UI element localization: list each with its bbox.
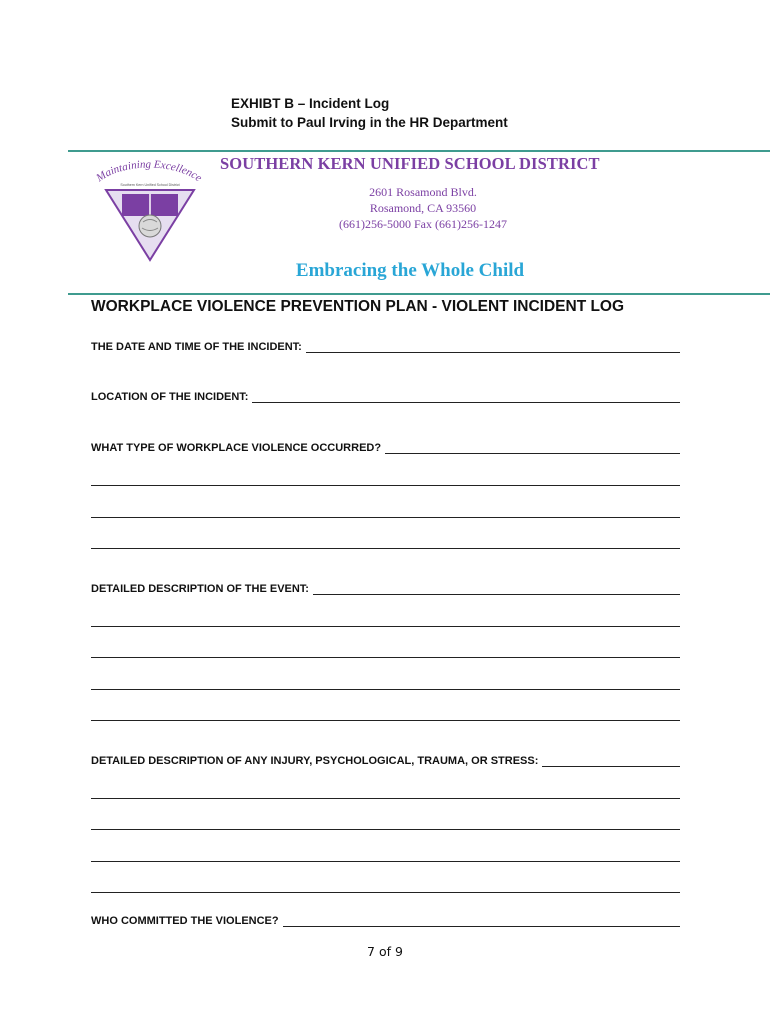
district-name: SOUTHERN KERN UNIFIED SCHOOL DISTRICT [220,154,600,173]
event-description-line-3[interactable] [91,657,680,658]
date-time-field[interactable] [91,341,680,353]
violence-type-line-2[interactable] [91,485,680,486]
violence-type-line[interactable] [385,442,680,454]
injury-description-line-4[interactable] [91,861,680,862]
location-line[interactable] [252,391,680,403]
injury-description-line-2[interactable] [91,798,680,799]
event-description-field[interactable] [91,583,680,595]
injury-description-field[interactable] [91,755,680,767]
location-field[interactable] [91,391,680,403]
event-description-line[interactable] [313,583,680,595]
form-title: WORKPLACE VIOLENCE PREVENTION PLAN - VIOLENT INCIDENT LOG [91,298,625,315]
violence-type-field[interactable] [91,442,680,454]
address-city: Rosamond, CA 93560 [369,201,477,215]
header-rule-bottom [68,293,770,295]
location-label: LOCATION OF THE INCIDENT: [91,391,249,403]
event-description-line-4[interactable] [91,689,680,690]
logo-inner-text: Southern Kern Unified School District [120,183,180,187]
logo-arc-text: Maintaining Excellence [94,158,205,185]
svg-text:Maintaining Excellence [93,159,204,185]
violence-type-line-4[interactable] [91,548,680,549]
logo-globe [139,215,161,237]
event-description-label: DETAILED DESCRIPTION OF THE EVENT: [91,583,309,595]
exhibit-title: EXHIBT B – Incident Log [231,96,390,111]
exhibit-header [231,94,508,132]
district-motto: Embracing the Whole Child [295,260,525,281]
date-time-line[interactable] [306,341,680,353]
submit-instruction: Submit to Paul Irving in the HR Department [231,115,508,130]
page-number: 7 of 9 [367,944,403,959]
district-address [300,184,546,232]
district-logo [84,150,214,265]
district-phone: (661)256-5000 Fax (661)256-1247 [339,217,507,231]
date-time-label: THE DATE AND TIME OF THE INCIDENT: [91,341,302,353]
violence-type-label: WHAT TYPE OF WORKPLACE VIOLENCE OCCURRED? [91,442,382,454]
perpetrator-label: WHO COMMITTED THE VIOLENCE? [91,915,279,927]
address-street: 2601 Rosamond Blvd. [369,185,477,199]
perpetrator-line[interactable] [283,915,680,927]
injury-description-line-3[interactable] [91,829,680,830]
event-description-line-5[interactable] [91,720,680,721]
injury-description-line-5[interactable] [91,892,680,893]
injury-description-label: DETAILED DESCRIPTION OF ANY INJURY, PSYCHOLOGICAL, TRAUMA, OR STRESS: [91,755,539,767]
violence-type-line-3[interactable] [91,517,680,518]
injury-description-line[interactable] [542,755,680,767]
event-description-line-2[interactable] [91,626,680,627]
perpetrator-field[interactable] [91,915,680,927]
